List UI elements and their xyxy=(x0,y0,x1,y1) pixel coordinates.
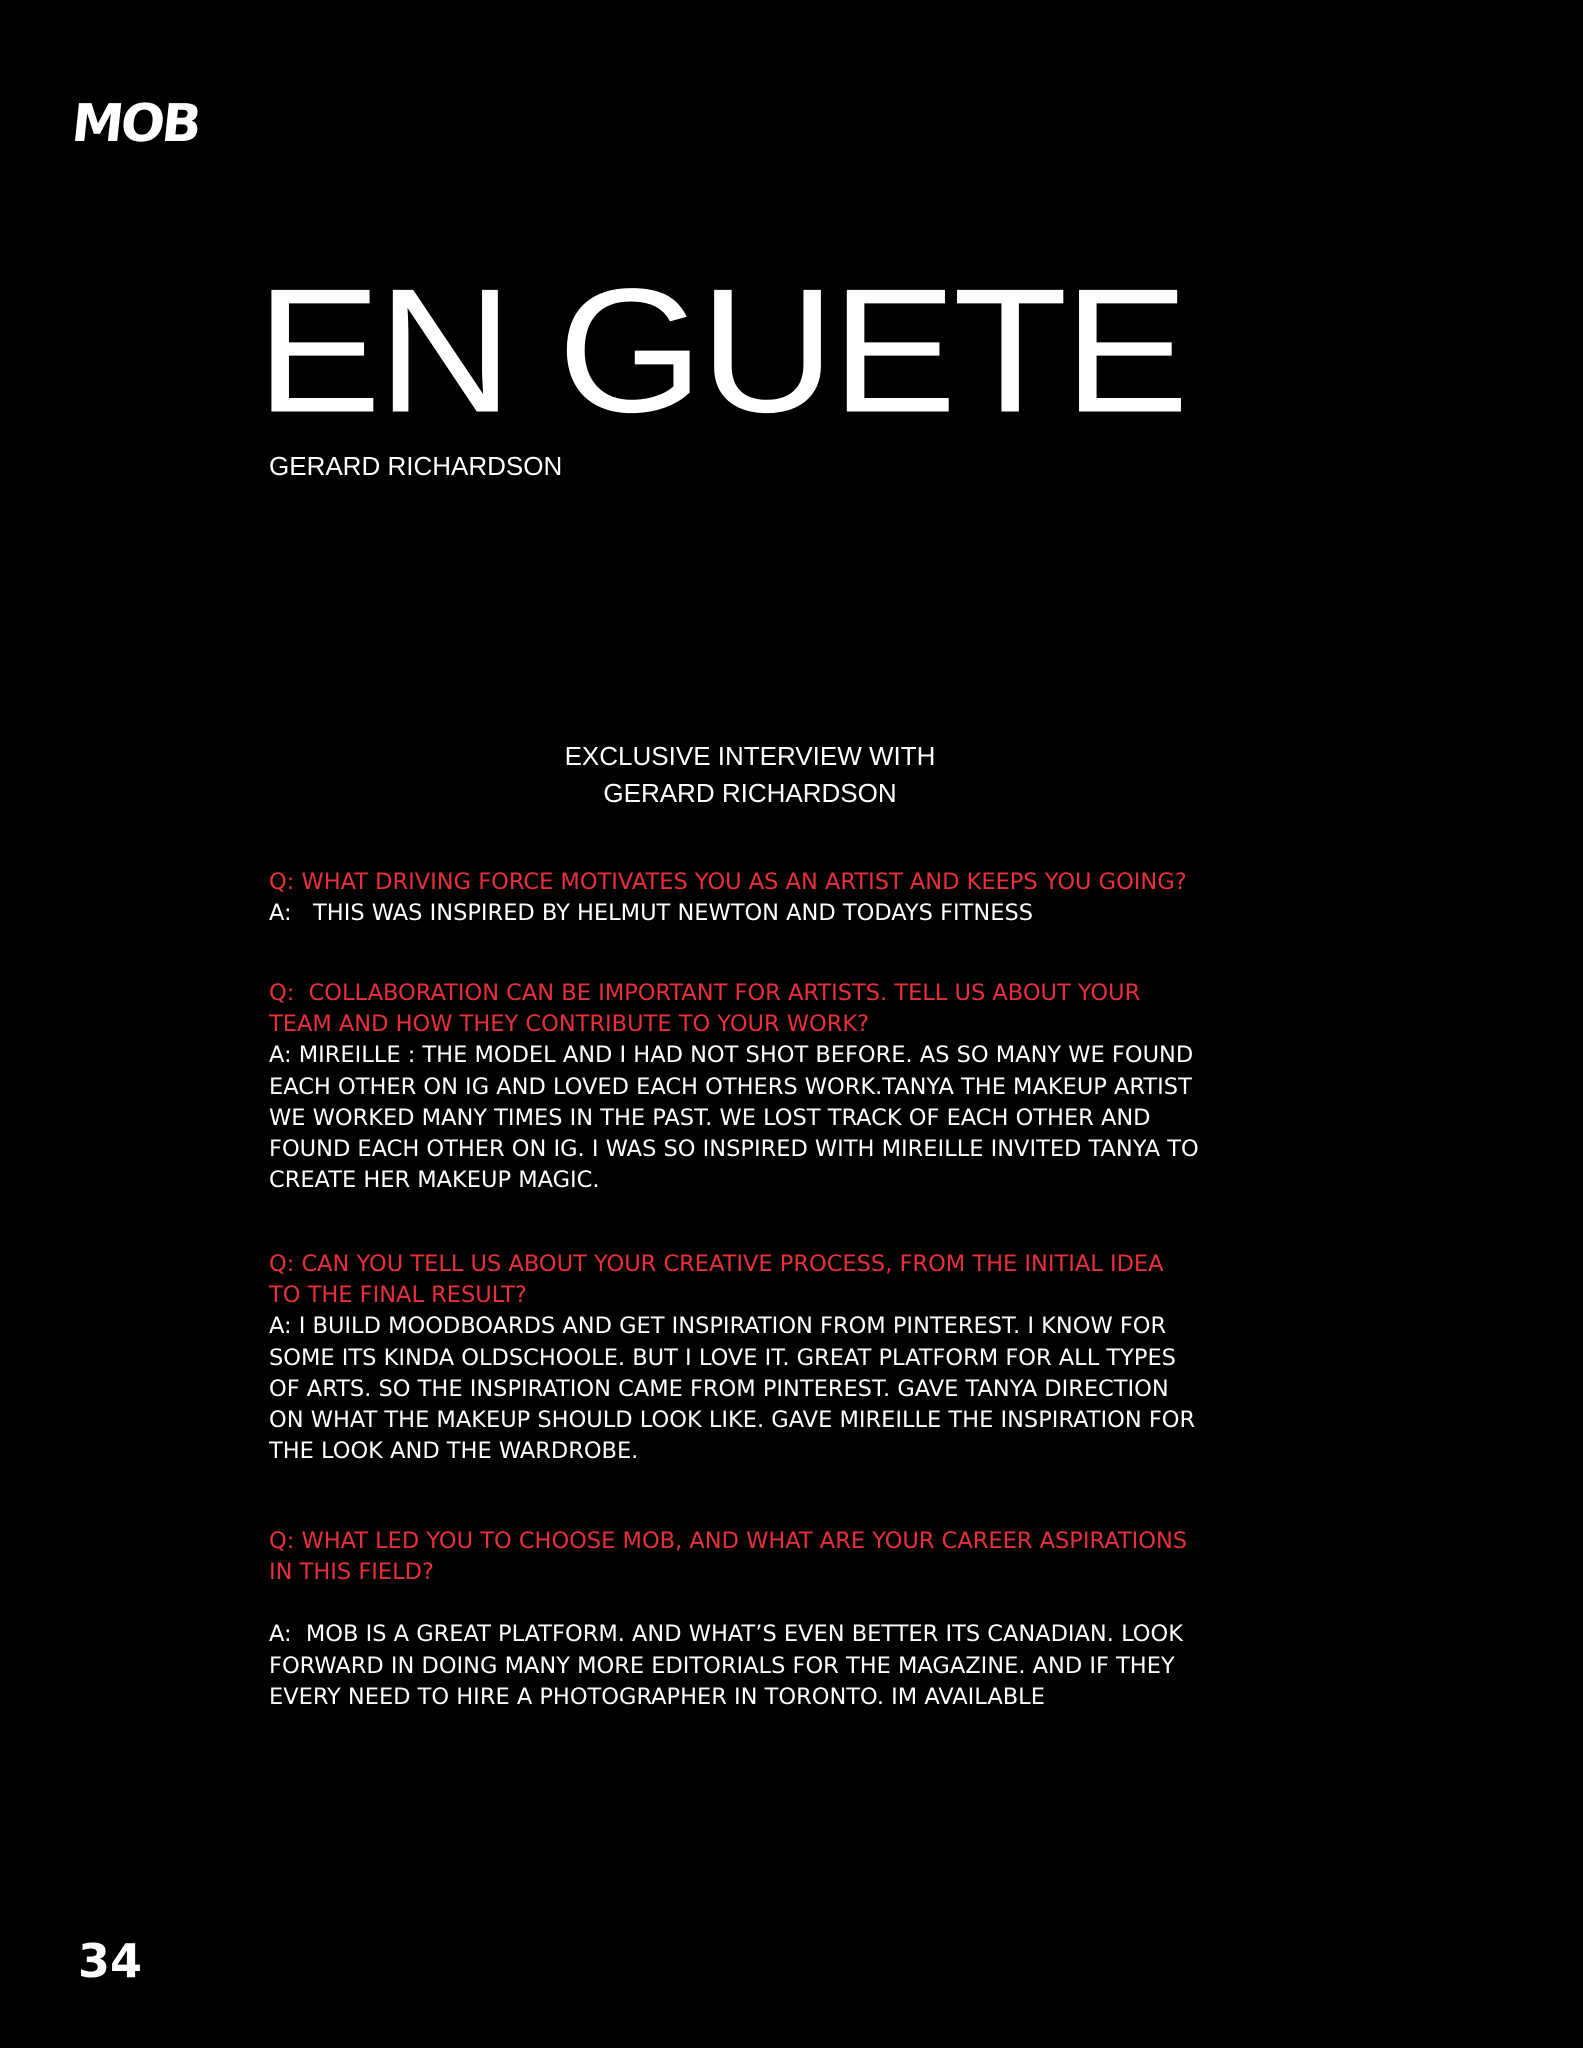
intro-line-1: EXCLUSIVE INTERVIEW WITH xyxy=(564,741,936,771)
qa-block-3 xyxy=(269,1249,1279,1467)
answer-3: A: I BUILD MOODBOARDS AND GET INSPIRATION FROM PINTEREST. I KNOW FOR SOME ITS KINDA OLDSCHOOLE. BUT I LOVE IT. GREAT PLATFORM FOR ALL TYPES OF ARTS. SO THE INSPIRATION CAME FROM PINTEREST. GAVE TANYA DIRECTION ON WHAT THE MAKEUP SHOULD LOOK LIKE. GAVE MIREILLE THE INSPIRATION FOR THE LOOK AND THE WARDROBE. xyxy=(269,1313,1196,1465)
question-3: Q: CAN YOU TELL US ABOUT YOUR CREATIVE PROCESS, FROM THE INITIAL IDEA TO THE FINAL RESULT? xyxy=(269,1251,1164,1309)
question-2: Q: COLLABORATION CAN BE IMPORTANT FOR ARTISTS. TELL US ABOUT YOUR TEAM AND HOW THEY CONTRIBUTE TO YOUR WORK? xyxy=(269,980,1141,1038)
answer-2: A: MIREILLE : THE MODEL AND I HAD NOT SHOT BEFORE. AS SO MANY WE FOUND EACH OTHER ON IG AND LOVED EACH OTHERS WORK.TANYA THE MAKEUP ARTIST WE WORKED MANY TIMES IN THE PAST. WE LOST TRACK OF EACH OTHER AND FOUND EACH OTHER ON IG. I WAS SO INSPIRED WITH MIREILLE INVITED TANYA TO CREATE HER MAKEUP MAGIC. xyxy=(269,1042,1199,1194)
question-4: Q: WHAT LED YOU TO CHOOSE MOB, AND WHAT ARE YOUR CAREER ASPIRATIONS IN THIS FIELD? xyxy=(269,1528,1188,1586)
answer-1: A: THIS WAS INSPIRED BY HELMUT NEWTON AND TODAYS FITNESS xyxy=(269,900,1034,927)
qa-spacer xyxy=(269,1588,1279,1619)
answer-4: A: MOB IS A GREAT PLATFORM. AND WHAT’S EVEN BETTER ITS CANADIAN. LOOK FORWARD IN DOING MANY MORE EDITORIALS FOR THE MAGAZINE. AND IF THEY EVERY NEED TO HIRE A PHOTOGRAPHER IN TORONTO. IM AVAILABLE xyxy=(269,1621,1183,1710)
interview-intro xyxy=(0,738,1500,812)
qa-block-2 xyxy=(269,978,1279,1196)
page-number: 34 xyxy=(78,1934,143,1988)
intro-line-2: GERARD RICHARDSON xyxy=(603,778,897,808)
article-title: EN GUETE xyxy=(256,251,1186,450)
qa-block-1 xyxy=(269,867,1279,929)
article-author: GERARD RICHARDSON xyxy=(269,451,563,481)
qa-block-4 xyxy=(269,1526,1279,1713)
magazine-logo: MOB xyxy=(68,94,202,154)
question-1: Q: WHAT DRIVING FORCE MOTIVATES YOU AS AN ARTIST AND KEEPS YOU GOING? xyxy=(269,869,1187,895)
